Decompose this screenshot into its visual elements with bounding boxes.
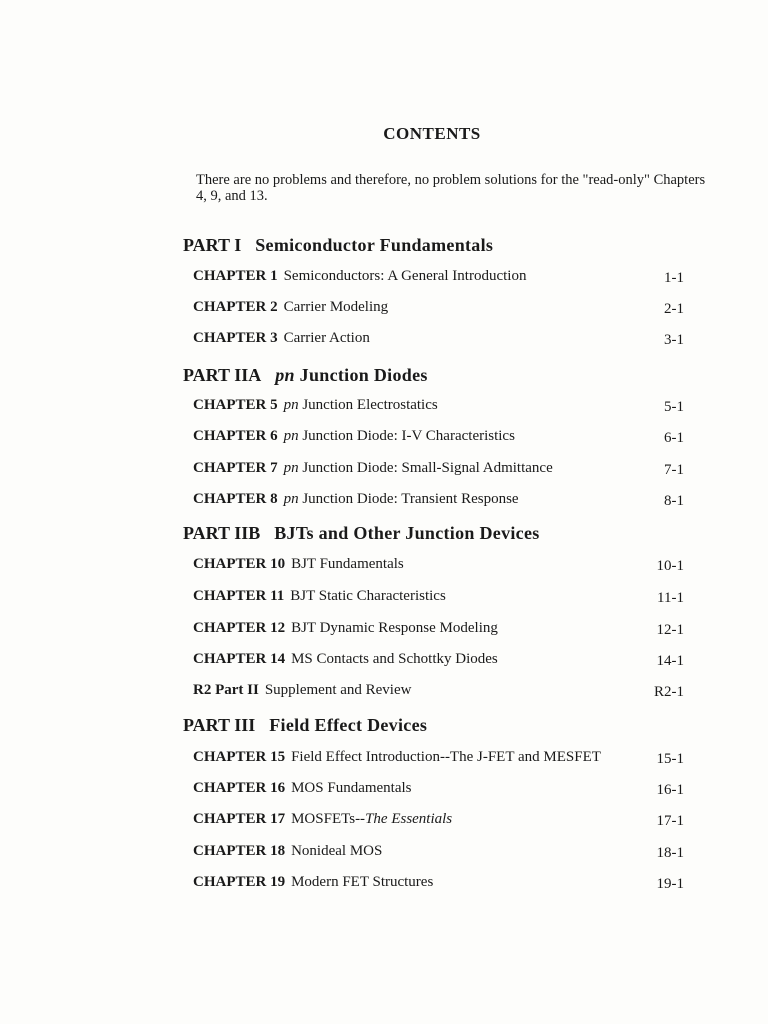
toc-entry[interactable]: CHAPTER 2 Carrier Modeling 2-1 (193, 299, 684, 317)
page-title: CONTENTS (383, 124, 481, 143)
part-number: PART I (183, 235, 242, 255)
toc-entry[interactable]: CHAPTER 18 Nonideal MOS 18-1 (193, 843, 684, 861)
page-number: 18-1 (656, 845, 684, 861)
page-number: 17-1 (656, 813, 684, 829)
page-number: 2-1 (664, 301, 684, 317)
page-number: 15-1 (656, 751, 684, 767)
page-number: 1-1 (664, 270, 684, 286)
page-number: R2-1 (654, 684, 684, 700)
part-number: PART IIA (183, 365, 262, 385)
toc-entry[interactable]: CHAPTER 17 MOSFETs--The Essentials 17-1 (193, 811, 684, 829)
part-heading (183, 235, 493, 256)
toc-entry[interactable]: CHAPTER 10 BJT Fundamentals 10-1 (193, 556, 684, 574)
page-number: 6-1 (664, 430, 684, 446)
toc-entry[interactable]: CHAPTER 16 MOS Fundamentals 16-1 (193, 780, 684, 798)
toc-entry[interactable]: CHAPTER 19 Modern FET Structures 19-1 (193, 874, 684, 892)
page-number: 3-1 (664, 332, 684, 348)
toc-entry[interactable]: CHAPTER 1 Semiconductors: A General Introduction 1-1 (193, 268, 684, 286)
toc-entry[interactable]: CHAPTER 5 pn Junction Electrostatics 5-1 (193, 397, 684, 415)
page-number: 11-1 (657, 590, 684, 606)
intro-note: There are no problems and therefore, no problem solutions for the "read-only" Chapters 4, 9, and 13. (196, 172, 706, 204)
page-number: 7-1 (664, 462, 684, 478)
toc-entry[interactable]: CHAPTER 6 pn Junction Diode: I-V Characteristics 6-1 (193, 428, 684, 446)
page-number: 5-1 (664, 399, 684, 415)
toc-entry[interactable]: CHAPTER 3 Carrier Action 3-1 (193, 330, 684, 348)
part-number: PART IIB (183, 523, 261, 543)
toc-entry[interactable]: CHAPTER 12 BJT Dynamic Response Modeling 12-1 (193, 620, 684, 638)
page-number: 10-1 (656, 558, 684, 574)
page-number: 16-1 (656, 782, 684, 798)
page-number: 8-1 (664, 493, 684, 509)
part-heading (183, 365, 428, 386)
page-number: 12-1 (656, 622, 684, 638)
toc-entry[interactable]: R2 Part II Supplement and Review R2-1 (193, 682, 684, 700)
part-title: Field Effect Devices (269, 715, 428, 735)
page-number: 19-1 (656, 876, 684, 892)
part-heading (183, 523, 540, 544)
part-title: Semiconductor Fundamentals (255, 235, 494, 255)
page-number: 14-1 (656, 653, 684, 669)
toc-entry[interactable]: CHAPTER 11 BJT Static Characteristics 11-1 (193, 588, 684, 606)
toc-entry[interactable]: CHAPTER 7 pn Junction Diode: Small-Signal Admittance 7-1 (193, 460, 684, 478)
part-title: pn Junction Diodes (275, 365, 428, 385)
toc-entry[interactable]: CHAPTER 8 pn Junction Diode: Transient Response 8-1 (193, 491, 684, 509)
part-title: BJTs and Other Junction Devices (274, 523, 540, 543)
part-number: PART III (183, 715, 256, 735)
toc-entry[interactable]: CHAPTER 14 MS Contacts and Schottky Diodes 14-1 (193, 651, 684, 669)
toc-entry[interactable]: CHAPTER 15 Field Effect Introduction--The J-FET and MESFET 15-1 (193, 749, 684, 767)
part-heading (183, 715, 427, 736)
